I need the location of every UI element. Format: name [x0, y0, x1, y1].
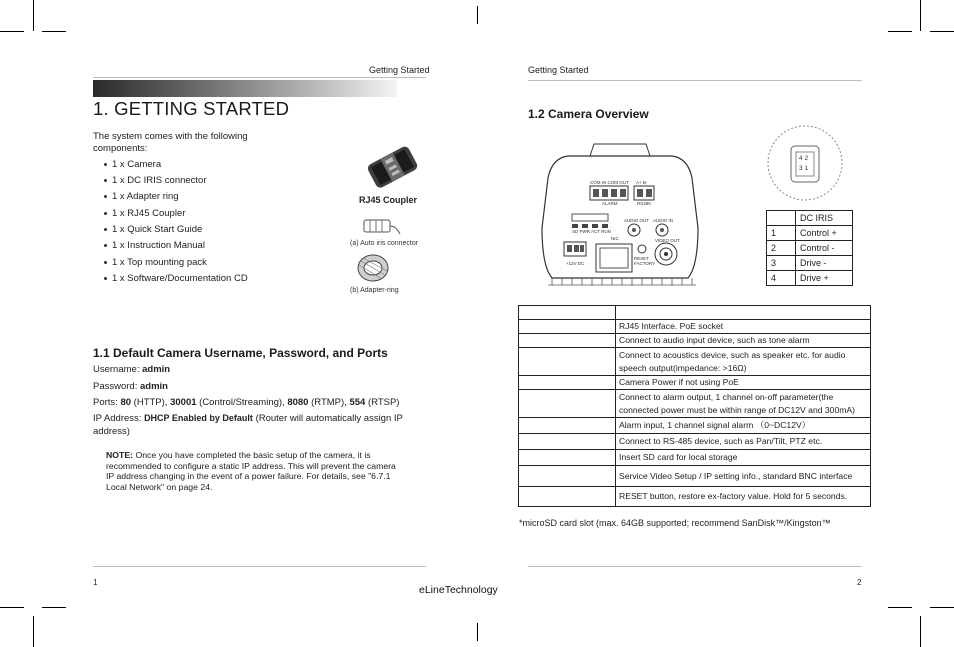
- table-header: DC IRIS: [796, 211, 853, 226]
- intro-text: The system comes with the following components:: [93, 131, 248, 154]
- connections-table: [518, 305, 871, 507]
- crop-mark: [0, 607, 24, 608]
- crop-mark: [33, 616, 34, 647]
- nic-label: NIC: [611, 236, 619, 241]
- section-heading: 1.2 Camera Overview: [528, 107, 649, 121]
- table-row: Connect to RS-485 device, such as Pan/Tilt, PTZ etc.: [519, 434, 871, 450]
- list-item: 1 x Camera: [104, 159, 161, 170]
- iris-pins-top: 4 2: [799, 155, 809, 162]
- crop-mark: [42, 31, 66, 32]
- crop-mark: [920, 616, 921, 647]
- table-row: 1 Control +: [767, 226, 853, 241]
- crop-mark: [888, 607, 912, 608]
- table-row: 2 Control -: [767, 241, 853, 256]
- led-labels: SD PWR ACT RUN: [572, 229, 611, 234]
- video-out-label: VIDEO OUT: [655, 238, 680, 243]
- header-rule: [528, 80, 862, 81]
- header-rule: [93, 77, 426, 78]
- table-row: Alarm input, 1 channel signal alarm （0~DC12V）: [519, 418, 871, 434]
- password-row: Password: admin: [93, 381, 168, 392]
- iris-connector-image: [362, 214, 402, 238]
- right-page-header: Getting Started: [528, 65, 589, 75]
- table-row: RJ45 Interface. PoE socket: [519, 320, 871, 334]
- crop-mark: [0, 31, 24, 32]
- crop-mark: [42, 607, 66, 608]
- table-row: Insert SD card for local storage: [519, 450, 871, 466]
- table-row: Connect to audio input device, such as tone alarm: [519, 334, 871, 348]
- footnote: *microSD card slot (max. 64GB supported; recommend SanDisk™/Kingston™: [519, 518, 831, 528]
- footer-rule: [528, 566, 862, 567]
- crop-mark: [930, 31, 954, 32]
- iris-connector-caption: (a) Auto iris connector: [350, 240, 419, 247]
- note-block: NOTE: Once you have completed the basic setup of the camera, it is recommended to configure a static IP address. This will prevent the camera IP address changing in the event of a power failure. For details, see "6.7.1 Local Network" on page 24.: [106, 450, 396, 492]
- page-number: 1: [93, 578, 98, 587]
- crop-mark: [930, 607, 954, 608]
- list-item: 1 x Adapter ring: [104, 191, 179, 202]
- reset-label: RESET FACTORY: [634, 256, 656, 266]
- rs485-label: RS485: [637, 201, 651, 206]
- crop-mark: [477, 623, 478, 641]
- title-gradient-bar: [93, 80, 397, 97]
- ip-row-continued: address): [93, 426, 130, 437]
- rj45-coupler-label: RJ45 Coupler: [359, 195, 418, 205]
- defaults-heading: 1.1 Default Camera Username, Password, and Ports: [93, 346, 388, 360]
- adapter-ring-caption: (b) Adapter-ring: [350, 287, 399, 294]
- table-row: RESET button, restore ex-factory value. Hold for 5 seconds.: [519, 487, 871, 507]
- dc-iris-connector-image: [765, 124, 845, 202]
- table-row: [767, 211, 853, 226]
- page-title: 1. GETTING STARTED: [93, 98, 290, 119]
- list-item: 1 x DC IRIS connector: [104, 175, 207, 186]
- username-row: Username: admin: [93, 364, 171, 375]
- table-row: 3 Drive -: [767, 256, 853, 271]
- crop-mark: [920, 0, 921, 31]
- alarm-label: ALARM: [602, 201, 618, 206]
- list-item: 1 x RJ45 Coupler: [104, 208, 185, 219]
- table-row: Connect to alarm output, 1 channel on-off parameter(the connected power must be within range of DC12V and 300mA): [519, 390, 871, 418]
- left-page-header: Getting Started: [369, 65, 430, 75]
- ip-row: IP Address: DHCP Enabled by Default (Router will automatically assign IP: [93, 413, 403, 424]
- iris-pins-bottom: 3 1: [799, 165, 809, 172]
- table-row: 4 Drive +: [767, 271, 853, 286]
- table-row: Service Video Setup / IP setting info., standard BNC interface: [519, 466, 871, 487]
- table-row: Connect to acoustics device, such as speaker etc. for audio speech output(impedance: >16Ω): [519, 348, 871, 376]
- audio-out-label: AUDIO OUT: [624, 218, 650, 223]
- list-item: 1 x Top mounting pack: [104, 257, 207, 268]
- table-row: Camera Power if not using PoE: [519, 376, 871, 390]
- camera-rear-panel-image: [538, 138, 702, 290]
- list-item: 1 x Software/Documentation CD: [104, 273, 248, 284]
- crop-mark: [477, 6, 478, 24]
- alarm-pins-label: COM IN COM OUT: [590, 180, 629, 185]
- table-row: [519, 306, 871, 320]
- crop-mark: [33, 0, 34, 31]
- dc-label: +12V DC: [566, 261, 585, 266]
- audio-in-label: AUDIO IN: [653, 218, 674, 223]
- crop-mark: [888, 31, 912, 32]
- footer-brand: eLineTechnology: [419, 584, 498, 596]
- list-item: 1 x Quick Start Guide: [104, 224, 202, 235]
- dc-iris-table: [766, 210, 853, 286]
- ports-row: Ports: 80 (HTTP), 30001 (Control/Streaming), 8080 (RTMP), 554 (RTSP): [93, 397, 400, 408]
- adapter-ring-image: [355, 251, 391, 285]
- rs485-pins-label: A+ B-: [636, 180, 648, 185]
- list-item: 1 x Instruction Manual: [104, 240, 205, 251]
- page-number: 2: [857, 578, 862, 587]
- rj45-coupler-image: [360, 142, 426, 194]
- footer-rule: [93, 566, 426, 567]
